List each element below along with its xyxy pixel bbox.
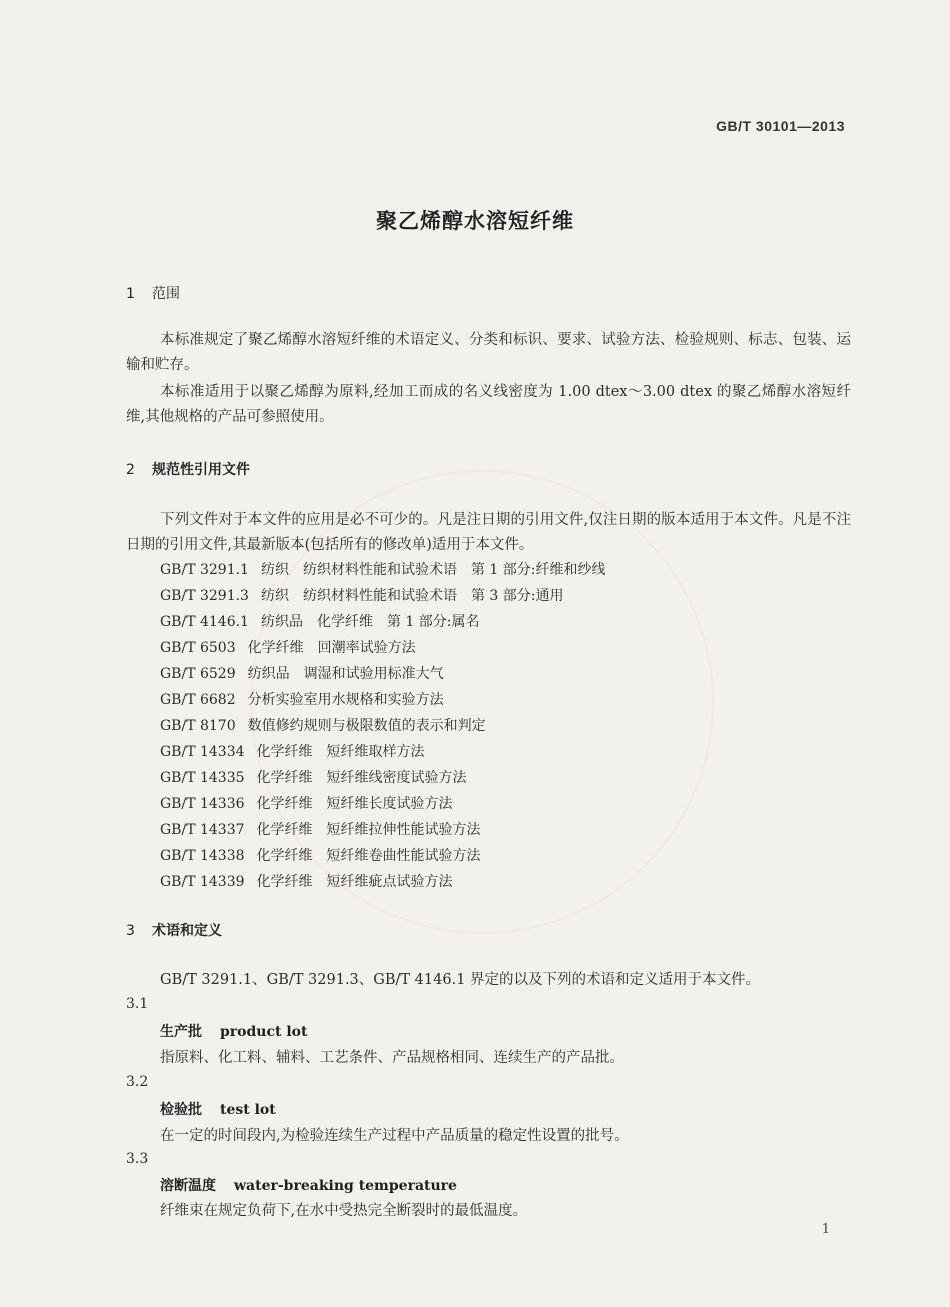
section-1-paragraph-1: 本标准规定了聚乙烯醇水溶短纤维的术语定义、分类和标识、要求、试验方法、检验规则、标志、包装、运输和贮存。 — [126, 332, 851, 373]
section-2-heading — [126, 459, 250, 479]
section-2-intro: 下列文件对于本文件的应用是必不可少的。凡是注日期的引用文件,仅注日期的版本适用于本文件。凡是不注日期的引用文件,其最新版本(包括所有的修改单)适用于本文件。 — [126, 512, 851, 553]
section-number: 1 — [126, 286, 135, 302]
term-definition: 在一定的时间段内,为检验连续生产过程中产品质量的稳定性设置的批号。 — [160, 1128, 629, 1144]
reference-item: GB/T 3291.1 纺织 纺织材料性能和试验术语 第 1 部分:纤维和纱线 — [160, 562, 606, 578]
section-number: 3 — [126, 923, 135, 939]
reference-item: GB/T 8170 数值修约规则与极限数值的表示和判定 — [160, 718, 486, 734]
term-definition: 纤维束在规定负荷下,在水中受热完全断裂时的最低温度。 — [160, 1203, 528, 1219]
reference-item: GB/T 14339 化学纤维 短纤维疵点试验方法 — [160, 874, 453, 890]
section-title: 术语和定义 — [152, 923, 222, 939]
standard-code: GB/T 30101—2013 — [716, 118, 845, 134]
reference-item: GB/T 6503 化学纤维 回潮率试验方法 — [160, 640, 416, 656]
reference-item: GB/T 14335 化学纤维 短纤维线密度试验方法 — [160, 770, 467, 786]
reference-item: GB/T 4146.1 纺织品 化学纤维 第 1 部分:属名 — [160, 614, 480, 630]
reference-item: GB/T 14337 化学纤维 短纤维拉伸性能试验方法 — [160, 822, 481, 838]
section-1-paragraph-2: 本标准适用于以聚乙烯醇为原料,经加工而成的名义线密度为 1.00 dtex～3.00 dtex 的聚乙烯醇水溶短纤维,其他规格的产品可参照使用。 — [126, 384, 851, 425]
section-title: 规范性引用文件 — [152, 462, 250, 478]
reference-item: GB/T 6682 分析实验室用水规格和实验方法 — [160, 692, 444, 708]
term-heading: 溶断温度 water-breaking temperature — [160, 1178, 457, 1194]
section-3-intro: GB/T 3291.1、GB/T 3291.3、GB/T 4146.1 界定的以及下列的术语和定义适用于本文件。 — [160, 972, 761, 988]
reference-item: GB/T 14338 化学纤维 短纤维卷曲性能试验方法 — [160, 848, 481, 864]
reference-item: GB/T 3291.3 纺织 纺织材料性能和试验术语 第 3 部分:通用 — [160, 588, 564, 604]
term-number: 3.1 — [126, 996, 149, 1012]
document-title: 聚乙烯醇水溶短纤维 — [376, 209, 574, 233]
term-definition: 指原料、化工料、辅料、工艺条件、产品规格相同、连续生产的产品批。 — [160, 1050, 624, 1066]
reference-item: GB/T 6529 纺织品 调湿和试验用标准大气 — [160, 666, 444, 682]
section-3-heading — [126, 920, 222, 940]
reference-item: GB/T 14336 化学纤维 短纤维长度试验方法 — [160, 796, 453, 812]
section-title: 范围 — [152, 286, 180, 302]
section-1-heading — [126, 283, 180, 303]
term-heading: 检验批 test lot — [160, 1102, 276, 1118]
term-heading: 生产批 product lot — [160, 1024, 308, 1040]
reference-item: GB/T 14334 化学纤维 短纤维取样方法 — [160, 744, 425, 760]
page-number: 1 — [821, 1222, 830, 1237]
section-number: 2 — [126, 462, 135, 478]
term-number: 3.2 — [126, 1074, 149, 1090]
term-number: 3.3 — [126, 1151, 149, 1167]
